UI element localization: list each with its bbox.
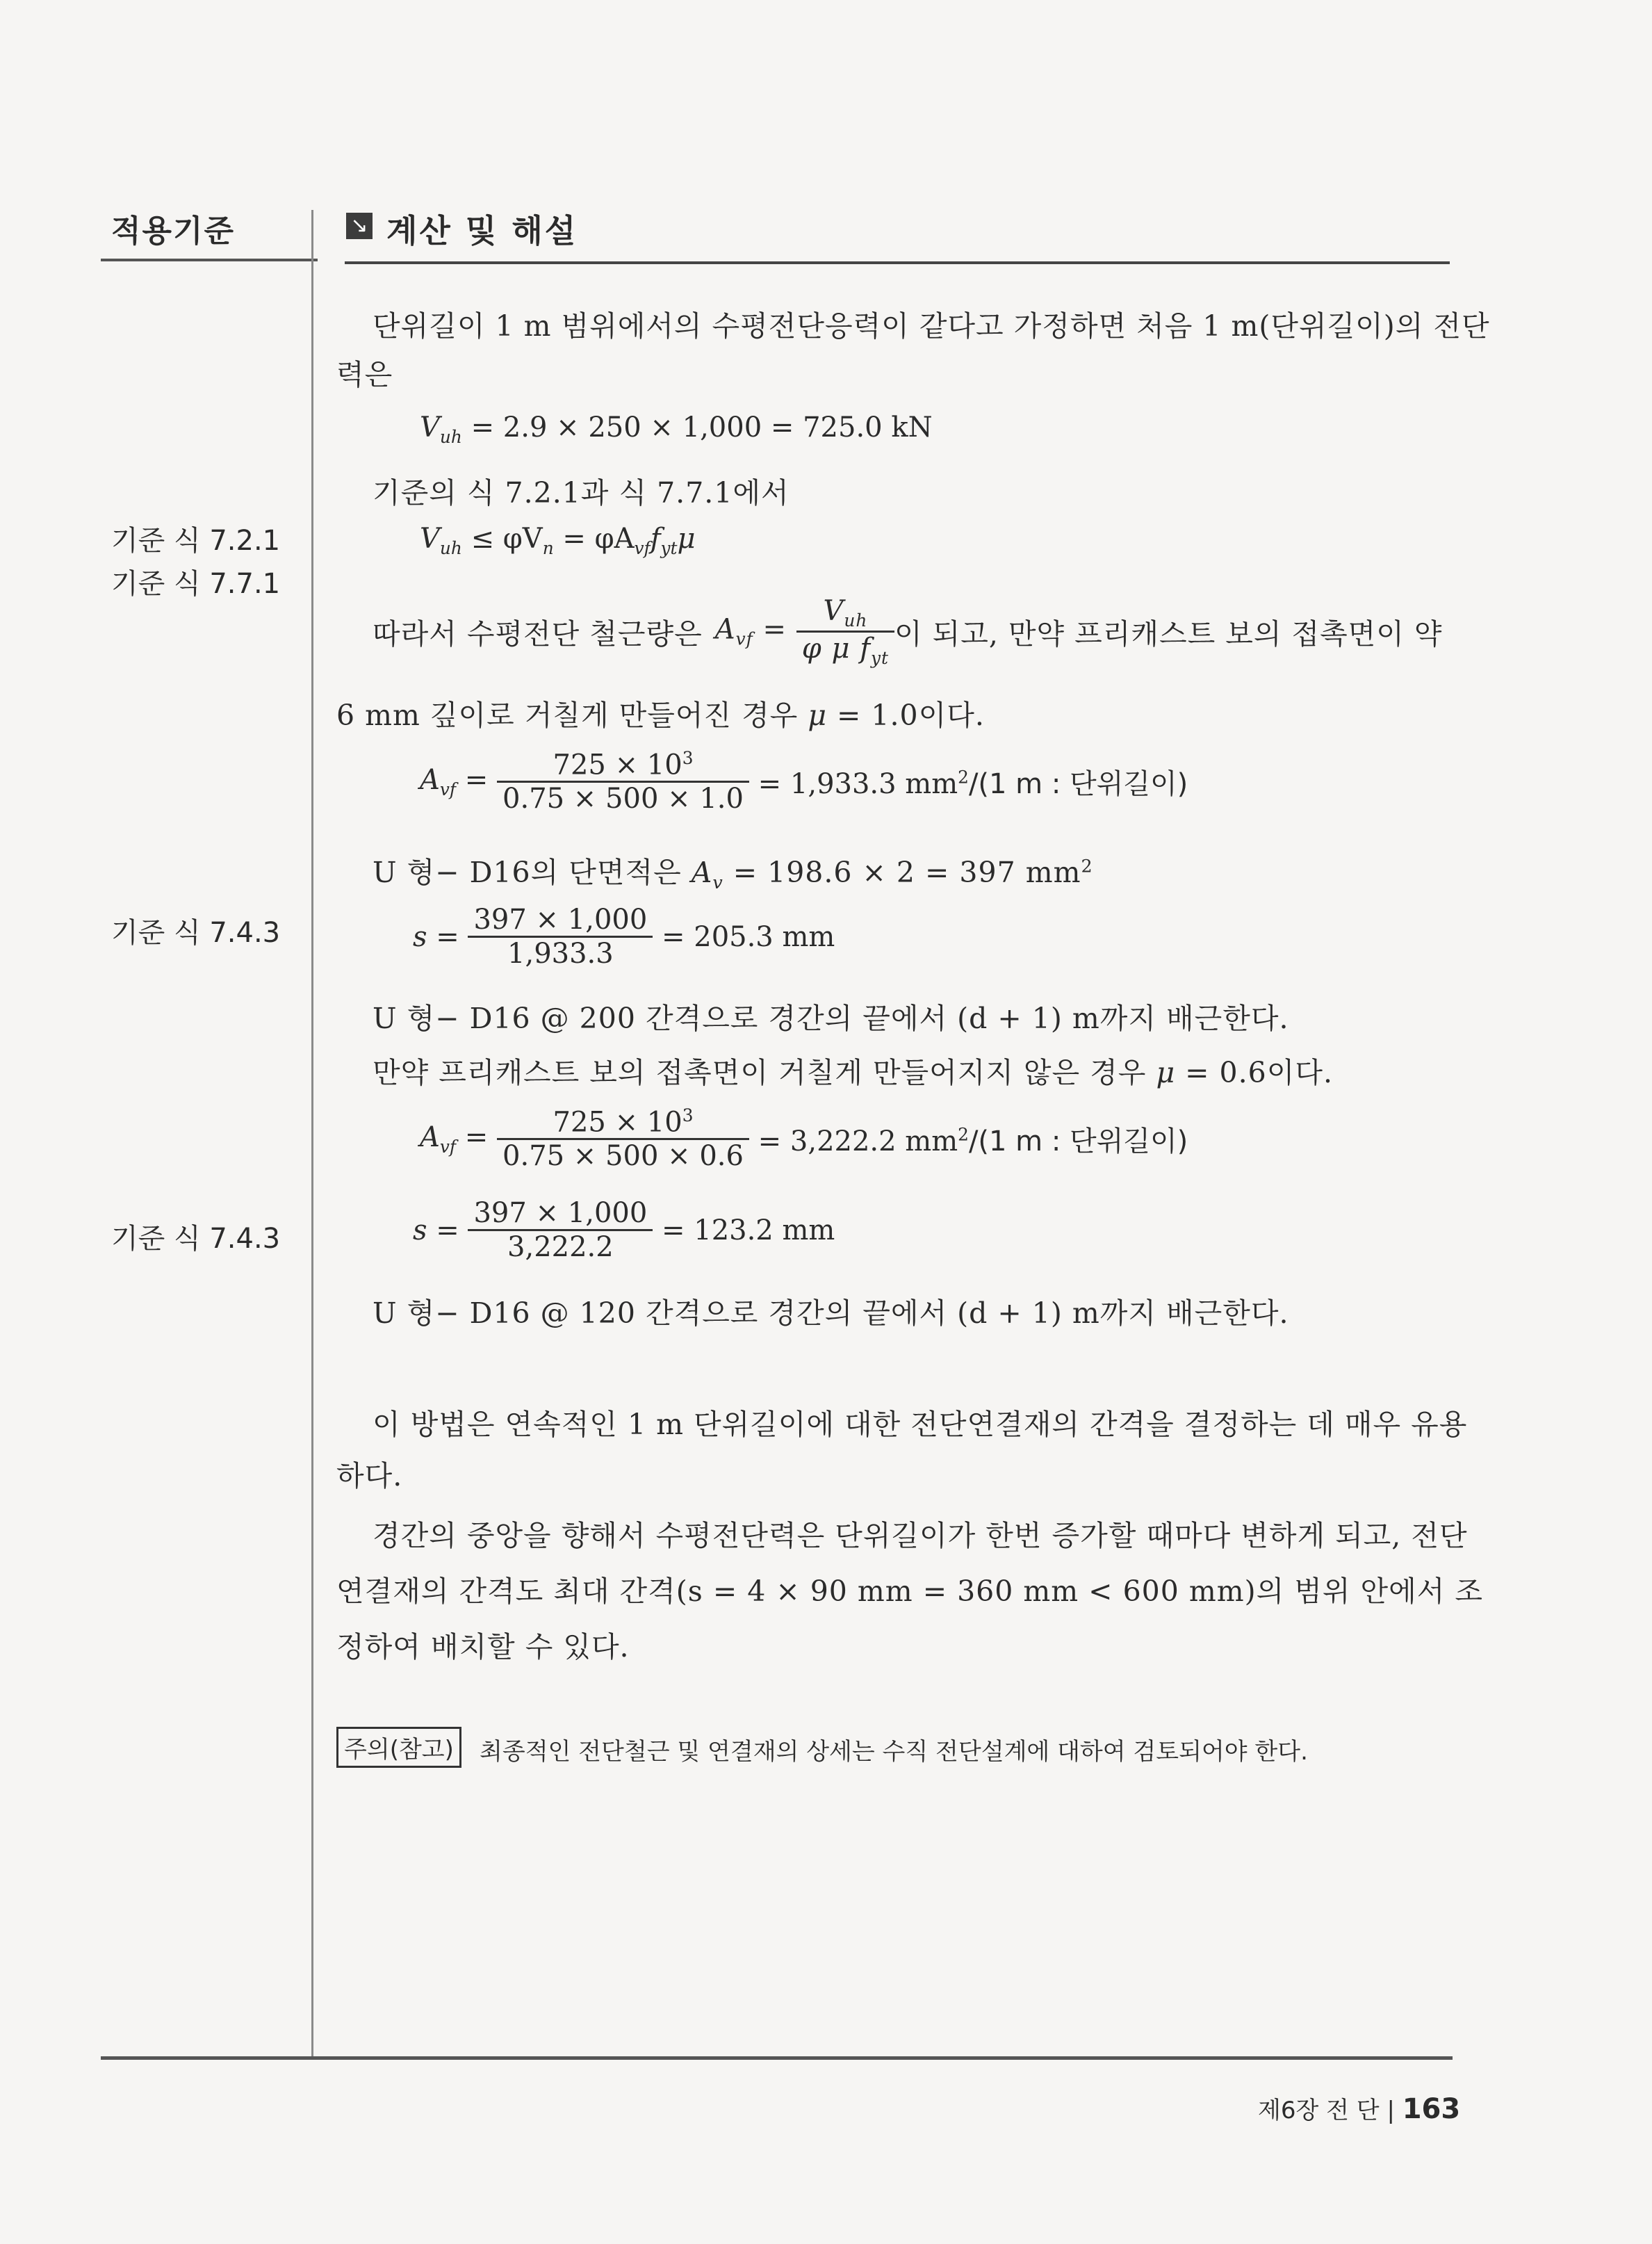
equation-text: = φA: [562, 523, 635, 555]
paragraph-line: 하다.: [336, 1459, 403, 1493]
section-title: 계산 및 해설: [386, 212, 578, 250]
denominator: 0.75 × 500 × 0.6: [497, 1138, 749, 1172]
sidebar-rule: [101, 259, 318, 261]
paragraph-text: 이 되고, 만약 프리캐스트 보의 접촉면이 약: [894, 617, 1443, 651]
ref-label: 기준 식 7.4.3: [111, 1223, 281, 1255]
avf-expression: $A_{vf}$ = $\frac{V_{uh}}{\varphi \mu f_{yt}}$: [715, 595, 894, 668]
denominator: 0.75 × 500 × 1.0: [497, 781, 749, 815]
paragraph-text: 6 mm 깊이로 거칠게 만들어진 경우: [336, 699, 799, 732]
equation-avf-1: $A_{vf}$ = $\frac{725 \times 10^3}{0.75 \times 500 \times 1.0}$ = 1,933.3 $mm^2/(1$ m : 단위길이): [420, 748, 1188, 815]
equation-text: = 2.9 × 250 × 1,000 = 725.0 kN: [471, 412, 933, 444]
paragraph-line: U 형− D16 @ 200 간격으로 경간의 끝에서 (d + 1) m까지 배근한다.: [373, 1002, 1289, 1035]
paragraph-line: 경간의 중앙을 향해서 수평전단력은 단위길이가 한번 증가할 때마다 변하게 되고, 전단: [373, 1519, 1468, 1552]
paragraph-line: 단위길이 1 m 범위에서의 수평전단응력이 같다고 가정하면 처음 1 m(단위길이)의 전단: [373, 309, 1490, 343]
numerator: 397 × 1,000: [473, 1197, 648, 1229]
fraction: [468, 1197, 653, 1263]
paragraph-text: = 1.0이다.: [837, 699, 985, 732]
numerator: 397 × 1,000: [473, 904, 648, 936]
footer: [1258, 2091, 1460, 2125]
paragraph-line: 정하여 배치할 수 있다.: [336, 1630, 630, 1664]
section-rule: [345, 261, 1450, 264]
paragraph-text: 따라서 수평전단 철근량은: [373, 617, 703, 651]
paragraph-text: 만약 프리캐스트 보의 접촉면이 거칠게 만들어지지 않은 경우: [373, 1056, 1147, 1089]
fraction: $\frac{725 \times 10^3}{0.75 \times 500 \times 0.6}$: [497, 1105, 749, 1172]
paragraph-line: 력은: [336, 358, 393, 391]
unit: /(1 m : 단위길이): [968, 767, 1188, 800]
paragraph-line: U 형− D16의 단면적은 $A_v = 198.6 \times 2 = 397$ $mm^2$: [373, 855, 1093, 893]
column-divider: [311, 210, 313, 2058]
paragraph-line: 연결재의 간격도 최대 간격(s = 4 × 90 mm = 360 mm < 600 mm)의 범위 안에서 조: [336, 1575, 1483, 1608]
result: = 205.3 mm: [662, 920, 835, 953]
paragraph-text: = 0.6이다.: [1185, 1056, 1333, 1089]
equation-s-2: s = $\frac{397 \times 1,000}{3,222.2}$ = 123.2 mm: [413, 1197, 835, 1263]
footer-separator: |: [1387, 2097, 1395, 2124]
fraction: $\frac{725 \times 10^3}{0.75 \times 500 \times 1.0}$: [497, 748, 749, 815]
equation-avf-2: $A_{vf}$ = $\frac{725 \times 10^3}{0.75 \times 500 \times 0.6}$ = 3,222.2 $mm^2/(1$ m : 단위길이): [420, 1105, 1188, 1173]
avf-fraction: $\frac{V_{uh}}{\varphi \mu f_{yt}}$: [796, 595, 894, 668]
paragraph-line: 이 방법은 연속적인 1 m 단위길이에 대한 전단연결재의 간격을 결정하는 데 매우 유용: [373, 1408, 1468, 1441]
result: = 1,933.3 mm: [758, 767, 958, 800]
page-number: 163: [1402, 2093, 1461, 2125]
ref-label: 기준 식 7.7.1: [111, 568, 281, 600]
note-label: 주의(참고): [336, 1727, 461, 1768]
numerator: 725 × 10: [553, 749, 682, 781]
unit: /(1 m : 단위길이): [968, 1125, 1188, 1157]
paragraph-text: U 형− D16의 단면적은: [373, 856, 682, 889]
ref-label: 기준 식 7.2.1: [111, 525, 281, 557]
footer-rule: [101, 2056, 1453, 2060]
paragraph-line: 기준의 식 7.2.1과 식 7.7.1에서: [373, 476, 790, 510]
sidebar-heading: 적용기준: [111, 213, 236, 249]
fraction: [468, 904, 653, 970]
numerator: 725 × 10: [553, 1106, 682, 1139]
note-text: 최종적인 전단철근 및 연결재의 상세는 수직 전단설계에 대하여 검토되어야 한다.: [480, 1738, 1308, 1766]
paragraph-line: [373, 595, 1443, 668]
paragraph-line: U 형− D16 @ 120 간격으로 경간의 끝에서 (d + 1) m까지 배근한다.: [373, 1296, 1289, 1330]
equation-shear-friction: $V_{uh} \le \varphi V_n = \varphi A_{vf}f_{yt}\mu$: [420, 523, 696, 558]
paragraph-text: = 198.6 × 2 = 397 mm: [733, 856, 1081, 889]
chapter-label: 제6장 전 단: [1258, 2097, 1380, 2124]
ref-label: 기준 식 7.4.3: [111, 917, 281, 949]
equation-text: ≤ φV: [471, 523, 543, 555]
equation-vuh: $V_{uh} = 2.9 \times 250 \times 1,000 = 725.0$ kN: [420, 412, 933, 447]
paragraph-line: 만약 프리캐스트 보의 접촉면이 거칠게 만들어지지 않은 경우 μ = 0.6이다.: [373, 1056, 1333, 1089]
denominator: 3,222.2: [468, 1229, 653, 1263]
equation-s-1: s = $\frac{397 \times 1,000}{1,933.3}$ = 205.3 mm: [413, 904, 835, 970]
result: = 123.2 mm: [662, 1214, 835, 1246]
paragraph-line: 6 mm 깊이로 거칠게 만들어진 경우 μ = 1.0이다.: [336, 699, 985, 732]
result: = 3,222.2 mm: [758, 1125, 958, 1157]
denominator: 1,933.3: [468, 936, 653, 970]
arrow-box-icon: ↘: [346, 213, 373, 239]
